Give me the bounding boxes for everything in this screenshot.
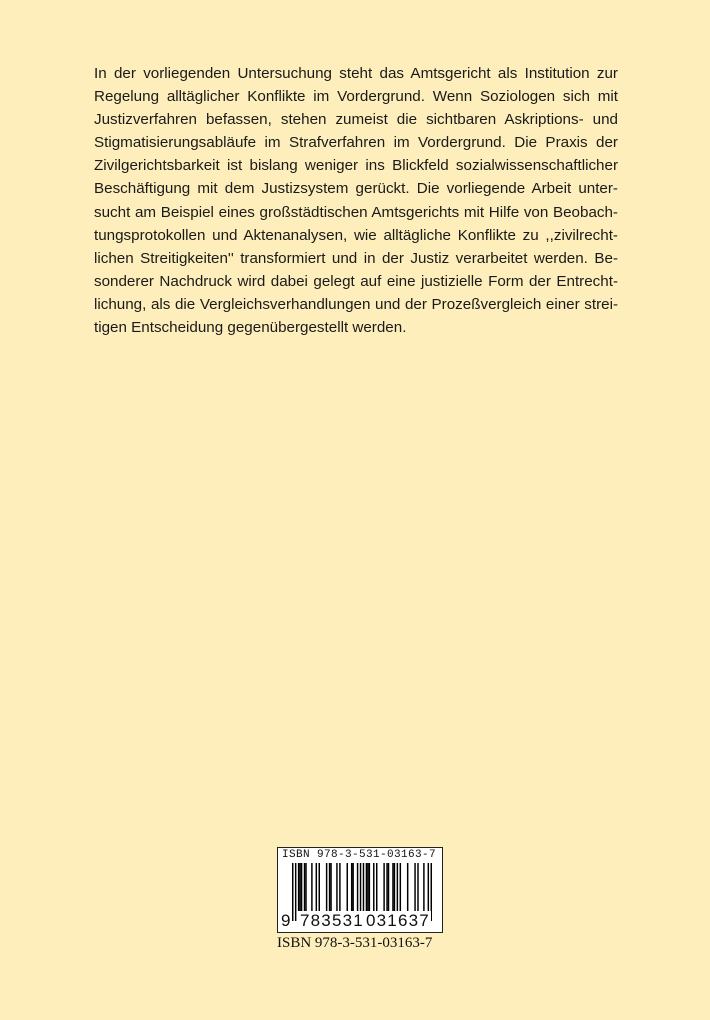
blurb-line: Stigmatisierungsabläufe im Strafverfahren im Vordergrund. Die Praxis der — [94, 134, 618, 152]
blurb-line: In der vorliegenden Untersuchung steht das Amtsgericht als Institution zur — [94, 65, 618, 82]
barcode-bar — [319, 863, 320, 911]
barcode-bar — [417, 863, 418, 911]
ean-digit-group-left: 783531 — [300, 911, 364, 930]
barcode-bar — [383, 863, 384, 911]
barcode-box — [277, 847, 443, 933]
blurb-line: tigen Entscheidung gegenübergestellt werden. — [94, 319, 407, 337]
barcode-bar — [336, 863, 337, 911]
barcode-bar — [397, 863, 398, 911]
barcode-bar — [295, 863, 296, 921]
blurb-line: Beschäftigung mit dem Justizsystem gerückt. Die vorliegende Arbeit unter- — [94, 180, 618, 198]
blurb-line: Justizverfahren befassen, stehen zumeist die sichtbaren Askriptions- und — [94, 111, 618, 129]
isbn-label-large: ISBN 978-3-531-03163-7 — [277, 935, 433, 951]
barcode-bar — [316, 863, 317, 911]
barcode-bar — [339, 863, 340, 911]
blurb-line: Regelung alltäglicher Konflikte im Vordergrund. Wenn Soziologen sich mit — [94, 88, 618, 106]
blurb-line: sonderer Nachdruck wird dabei gelegt auf eine justizielle Form der Entrecht- — [94, 272, 618, 290]
barcode-bar — [329, 863, 330, 911]
barcode-bar — [400, 863, 401, 911]
ean-first-digit: 9 — [281, 911, 291, 930]
barcode-bar — [394, 863, 395, 911]
isbn-label-small: ISBN 978-3-531-03163-7 — [282, 849, 437, 861]
barcode-bar — [367, 863, 368, 911]
barcode-bar — [386, 863, 387, 911]
barcode-bar — [352, 863, 353, 911]
blurb-line: lichen Streitigkeiten'' transformiert und in der Justiz verarbeitet werden. Be- — [94, 249, 618, 267]
barcode-bar — [392, 863, 393, 911]
barcode-bar — [347, 863, 348, 911]
barcode-bar — [414, 863, 415, 911]
barcode-bar — [366, 863, 367, 911]
barcode-bar — [326, 863, 327, 911]
blurb-line: sucht am Beispiel eines großstädtischen Amtsgerichts mit Hilfe von Beobach- — [94, 203, 618, 221]
barcode-bar — [388, 863, 389, 911]
cover-blurb — [94, 62, 618, 339]
barcode-bar — [407, 863, 408, 911]
barcode-bar — [330, 863, 331, 911]
barcode-bar — [357, 863, 358, 911]
barcode-bar — [299, 863, 300, 911]
barcode-bar — [298, 863, 299, 911]
ean-digit-group-right: 031637 — [366, 911, 430, 930]
barcode-bar — [292, 863, 293, 921]
barcode-bar — [305, 863, 306, 911]
barcode-bar — [423, 863, 424, 911]
barcode-bar — [369, 863, 370, 911]
isbn-barcode-block — [277, 847, 443, 952]
barcode-bar — [373, 863, 374, 911]
barcode-bar — [376, 863, 377, 911]
barcode-bar — [304, 863, 305, 911]
blurb-line: lichung, als die Vergleichsverhandlungen und der Prozeßvergleich einer strei- — [94, 295, 618, 313]
blurb-line: Zivilgerichtsbarkeit ist bislang weniger ins Blickfeld sozialwissenschaftlicher — [94, 157, 618, 175]
barcode-bar — [351, 863, 352, 911]
barcode-bar — [311, 863, 312, 911]
barcode-bar — [301, 863, 302, 911]
blurb-line: tungsprotokollen und Aktenanalysen, wie alltägliche Konflikte zu ,,zivilrecht- — [94, 226, 618, 244]
